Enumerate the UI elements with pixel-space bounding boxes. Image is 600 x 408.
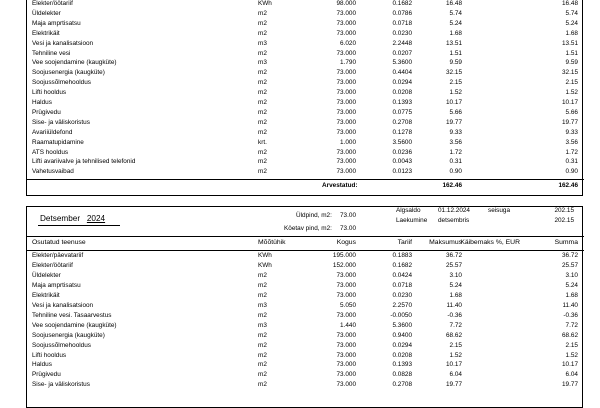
header-vat: Käibemaks %, EUR xyxy=(460,239,520,246)
row-service-name: Soojusenergia (kaugküte) xyxy=(32,331,105,339)
heated-value: 73.00 xyxy=(340,225,356,232)
row-unit: m3 xyxy=(258,59,267,67)
row-service-name: Soojussõlmehooldus xyxy=(32,79,91,87)
row-tariff: 0.0043 xyxy=(392,158,412,166)
balance-value: 202.15 xyxy=(554,207,574,214)
row-cost: 19.77 xyxy=(446,381,462,389)
table-row xyxy=(26,19,584,29)
table-row xyxy=(26,370,584,380)
row-unit: m2 xyxy=(258,381,267,389)
row-service-name: Sise- ja väliskoristus xyxy=(32,381,90,389)
row-unit: m2 xyxy=(258,271,267,279)
row-unit: m2 xyxy=(258,158,267,166)
row-service-name: Elektrikäit xyxy=(32,291,60,299)
row-total: 1.68 xyxy=(565,291,578,299)
header-sum: Maksumus xyxy=(429,239,462,246)
row-service-name: Avariiüldefond xyxy=(32,128,73,136)
row-service-name: Elekter/päevatariif xyxy=(32,252,84,259)
table-row xyxy=(26,301,584,311)
row-total: 1.68 xyxy=(565,29,578,37)
row-cost: 16.48 xyxy=(446,0,462,7)
row-quantity: 73.000 xyxy=(336,9,356,17)
row-tariff: 0.1278 xyxy=(392,128,412,136)
table-row xyxy=(26,49,584,59)
month-underline xyxy=(38,225,120,226)
row-tariff: 0.1682 xyxy=(392,261,412,269)
row-unit: m2 xyxy=(258,331,267,339)
row-quantity: 73.000 xyxy=(336,158,356,166)
row-service-name: Tehniline vesi. Tasaarvestus xyxy=(32,311,112,319)
table-row xyxy=(26,118,584,128)
table-row xyxy=(26,380,584,390)
row-quantity: 73.000 xyxy=(336,341,356,349)
row-total: 68.62 xyxy=(562,331,578,339)
table-row xyxy=(26,321,584,331)
row-cost: 32.15 xyxy=(446,69,462,77)
row-total: 3.56 xyxy=(565,138,578,146)
row-cost: 3.10 xyxy=(449,271,462,279)
row-service-name: Prügivedu xyxy=(32,108,61,116)
row-cost: 11.40 xyxy=(446,301,462,309)
row-unit: m3 xyxy=(258,321,267,329)
row-service-name: Elekter/öötariif xyxy=(32,261,73,269)
row-tariff: 0.0775 xyxy=(392,108,412,116)
row-unit: m2 xyxy=(258,168,267,176)
table-row xyxy=(26,351,584,361)
table-row xyxy=(26,360,584,370)
row-cost: 3.56 xyxy=(449,138,462,146)
area-value: 73.00 xyxy=(340,212,356,219)
row-total: 0.31 xyxy=(565,158,578,166)
row-tariff: 0.0208 xyxy=(392,89,412,97)
row-tariff: 0.0208 xyxy=(392,351,412,359)
row-tariff: 5.3600 xyxy=(392,321,412,329)
row-quantity: 73.000 xyxy=(336,108,356,116)
row-total: 11.40 xyxy=(562,301,578,309)
row-service-name: ATS hooldus xyxy=(32,148,69,156)
row-service-name: Raamatupidamine xyxy=(32,138,84,146)
row-quantity: 73.000 xyxy=(336,128,356,136)
row-service-name: Vee soojendamine (kaugküte) xyxy=(32,321,117,329)
row-cost: 7.72 xyxy=(449,321,462,329)
row-unit: m2 xyxy=(258,341,267,349)
row-unit: m2 xyxy=(258,69,267,77)
row-service-name: Lifti hooldus xyxy=(32,351,67,359)
row-total: 5.66 xyxy=(565,108,578,116)
month-label: Detsember xyxy=(40,214,81,223)
row-cost: -0.36 xyxy=(447,311,462,319)
payments-value: 202.15 xyxy=(554,217,574,224)
row-tariff: 0.1883 xyxy=(392,252,412,259)
row-total: 13.51 xyxy=(562,39,578,47)
row-total: 0.90 xyxy=(565,168,578,176)
table-row xyxy=(26,88,584,98)
row-tariff: 0.0294 xyxy=(392,341,412,349)
table-row xyxy=(26,9,584,19)
row-total: 2.15 xyxy=(565,79,578,87)
row-service-name: Soojussõlmehooldus xyxy=(32,341,91,349)
row-service-name: Üldelekter xyxy=(32,9,61,17)
table-row xyxy=(26,0,584,9)
row-service-name: Vesi ja kanalisatsioon xyxy=(32,301,94,309)
row-total: 19.77 xyxy=(562,118,578,126)
row-total: 1.52 xyxy=(565,351,578,359)
row-service-name: Soojusenergia (kaugküte) xyxy=(32,69,105,77)
table-row xyxy=(26,98,584,108)
header-name: Osutatud teenuse xyxy=(32,239,86,246)
table-row xyxy=(26,128,584,138)
row-total: 19.77 xyxy=(562,381,578,389)
row-cost: 1.72 xyxy=(449,148,462,156)
header-total: Summa xyxy=(554,239,578,246)
row-quantity: 73.000 xyxy=(336,351,356,359)
row-quantity: 73.000 xyxy=(336,89,356,97)
payments-label: Laekumine xyxy=(396,217,428,224)
row-total: 32.15 xyxy=(562,69,578,77)
row-cost: 0.31 xyxy=(449,158,462,166)
table-row xyxy=(26,58,584,68)
row-quantity: 73.000 xyxy=(336,79,356,87)
row-cost: 5.66 xyxy=(449,108,462,116)
row-quantity: 1.440 xyxy=(340,321,356,329)
row-unit: m2 xyxy=(258,361,267,369)
row-total: 3.10 xyxy=(565,271,578,279)
row-total: 6.04 xyxy=(565,371,578,379)
row-unit: KWh xyxy=(258,0,272,7)
row-tariff: 0.2708 xyxy=(392,381,412,389)
row-quantity: 73.000 xyxy=(336,29,356,37)
row-unit: KWh xyxy=(258,261,272,269)
row-service-name: Sise- ja väliskoristus xyxy=(32,118,90,126)
row-tariff: 3.5600 xyxy=(392,138,412,146)
row-service-name: Vee soojendamine (kaugküte) xyxy=(32,59,117,67)
row-cost: 5.74 xyxy=(449,9,462,17)
row-unit: m3 xyxy=(258,301,267,309)
table-header xyxy=(26,238,584,248)
row-quantity: 73.000 xyxy=(336,99,356,106)
row-cost: 1.68 xyxy=(449,291,462,299)
year-label: 2024 xyxy=(86,214,106,223)
row-cost: 1.52 xyxy=(449,351,462,359)
row-quantity: 73.000 xyxy=(336,291,356,299)
table-row xyxy=(26,157,584,167)
row-total: 1.51 xyxy=(565,49,578,57)
row-unit: m2 xyxy=(258,108,267,116)
table-row xyxy=(26,108,584,118)
invoice-sheet xyxy=(26,0,584,400)
table-row xyxy=(26,281,584,291)
row-total: 1.52 xyxy=(565,89,578,97)
top-footer-sum: 162.46 xyxy=(442,182,462,189)
table-row xyxy=(26,341,584,351)
row-cost: 5.24 xyxy=(449,281,462,289)
table-row xyxy=(26,148,584,158)
row-quantity: 98.000 xyxy=(336,0,356,7)
row-cost: 0.90 xyxy=(449,168,462,176)
row-unit: m2 xyxy=(258,79,267,87)
row-total: 9.33 xyxy=(565,128,578,136)
row-quantity: 73.000 xyxy=(336,331,356,339)
row-quantity: 73.000 xyxy=(336,381,356,389)
row-tariff: 2.2570 xyxy=(392,301,412,309)
row-cost: 9.59 xyxy=(449,59,462,67)
row-service-name: Lifti avariivalve ja tehnilised telefonid xyxy=(32,158,136,166)
table-row xyxy=(26,39,584,49)
row-cost: 1.52 xyxy=(449,89,462,97)
header-qty: Kogus xyxy=(336,239,356,246)
row-tariff: 0.1682 xyxy=(392,0,412,7)
row-service-name: Lifti hooldus xyxy=(32,89,67,97)
row-tariff: 0.0786 xyxy=(392,9,412,17)
row-cost: 68.62 xyxy=(446,331,462,339)
row-tariff: 0.2708 xyxy=(392,118,412,126)
table-row xyxy=(26,311,584,321)
row-quantity: 5.050 xyxy=(340,301,356,309)
row-total: 10.17 xyxy=(562,361,578,369)
row-tariff: 0.0424 xyxy=(392,271,412,279)
row-quantity: 152.000 xyxy=(332,261,356,269)
row-quantity: 73.000 xyxy=(336,19,356,27)
row-service-name: Elekter/öötariif xyxy=(32,0,73,7)
row-tariff: 0.0718 xyxy=(392,281,412,289)
row-total: 1.72 xyxy=(565,148,578,156)
balance-status: seisuga xyxy=(488,207,511,214)
payments-month: detsembris xyxy=(438,217,470,224)
row-tariff: 0.0230 xyxy=(392,29,412,37)
row-total: 5.24 xyxy=(565,281,578,289)
row-total: 5.74 xyxy=(565,9,578,17)
row-unit: m2 xyxy=(258,291,267,299)
row-tariff: 0.0294 xyxy=(392,79,412,87)
row-quantity: 73.000 xyxy=(336,311,356,319)
table-row xyxy=(26,251,584,261)
heated-label: Köetav pind, m2: xyxy=(284,225,332,232)
row-cost: 25.57 xyxy=(446,261,462,269)
row-total: -0.36 xyxy=(563,311,578,319)
row-unit: KWh xyxy=(258,252,272,259)
row-unit: m2 xyxy=(258,49,267,57)
row-unit: m2 xyxy=(258,128,267,136)
row-service-name: Prügivedu xyxy=(32,371,61,379)
row-cost: 2.15 xyxy=(449,341,462,349)
row-cost: 10.17 xyxy=(446,361,462,369)
table-row xyxy=(26,291,584,301)
row-tariff: 0.9400 xyxy=(392,331,412,339)
row-quantity: 73.000 xyxy=(336,148,356,156)
balance-date: 01.12.2024 xyxy=(438,207,470,214)
row-quantity: 73.000 xyxy=(336,371,356,379)
row-cost: 36.72 xyxy=(446,252,462,259)
row-quantity: 73.000 xyxy=(336,168,356,176)
row-quantity: 73.000 xyxy=(336,118,356,126)
row-quantity: 73.000 xyxy=(336,271,356,279)
row-total: 16.48 xyxy=(562,0,578,7)
row-quantity: 73.000 xyxy=(336,49,356,57)
row-total: 36.72 xyxy=(562,252,578,259)
row-cost: 2.15 xyxy=(449,79,462,87)
row-unit: m2 xyxy=(258,281,267,289)
row-total: 25.57 xyxy=(562,261,578,269)
row-total: 9.59 xyxy=(565,59,578,67)
table-row xyxy=(26,271,584,281)
row-total: 7.72 xyxy=(565,321,578,329)
row-unit: m2 xyxy=(258,118,267,126)
row-unit: m2 xyxy=(258,99,267,106)
row-tariff: 2.2448 xyxy=(392,39,412,47)
row-quantity: 6.020 xyxy=(340,39,356,47)
row-service-name: Haldus xyxy=(32,99,52,106)
row-tariff: 0.0207 xyxy=(392,49,412,57)
area-label: Üldpind, m2: xyxy=(296,212,332,219)
row-tariff: 0.0236 xyxy=(392,148,412,156)
top-footer-label: Arvestatud: xyxy=(322,182,358,189)
table-row xyxy=(26,261,584,271)
row-tariff: -0.0050 xyxy=(390,311,412,319)
row-tariff: 0.4404 xyxy=(392,69,412,77)
row-unit: m2 xyxy=(258,311,267,319)
row-total: 2.15 xyxy=(565,341,578,349)
row-total: 5.24 xyxy=(565,19,578,27)
row-service-name: Maja amprtisatsu xyxy=(32,281,81,289)
row-unit: m3 xyxy=(258,39,267,47)
header-tariff: Tariif xyxy=(397,239,412,246)
row-unit: m2 xyxy=(258,9,267,17)
row-total: 10.17 xyxy=(562,99,578,106)
table-row xyxy=(26,68,584,78)
row-cost: 9.33 xyxy=(449,128,462,136)
row-quantity: 73.000 xyxy=(336,361,356,369)
row-unit: krt. xyxy=(258,138,267,146)
row-unit: m2 xyxy=(258,29,267,37)
row-tariff: 0.1393 xyxy=(392,361,412,369)
row-quantity: 73.000 xyxy=(336,69,356,77)
table-row xyxy=(26,29,584,39)
table-row xyxy=(26,167,584,177)
row-quantity: 1.000 xyxy=(340,138,356,146)
row-cost: 6.04 xyxy=(449,371,462,379)
row-unit: m2 xyxy=(258,148,267,156)
header-unit: Mõõtühik xyxy=(258,239,286,246)
row-tariff: 0.0123 xyxy=(392,168,412,176)
row-unit: m2 xyxy=(258,351,267,359)
row-unit: m2 xyxy=(258,89,267,97)
row-tariff: 0.0718 xyxy=(392,19,412,27)
row-tariff: 0.0828 xyxy=(392,371,412,379)
row-tariff: 0.1393 xyxy=(392,99,412,106)
row-service-name: Vesi ja kanalisatsioon xyxy=(32,39,94,47)
row-quantity: 1.790 xyxy=(340,59,356,67)
row-service-name: Üldelekter xyxy=(32,271,61,279)
row-service-name: Haldus xyxy=(32,361,52,369)
row-cost: 10.17 xyxy=(446,99,462,106)
row-quantity: 73.000 xyxy=(336,281,356,289)
month-title xyxy=(40,213,105,224)
table-row xyxy=(26,331,584,341)
row-cost: 1.51 xyxy=(449,49,462,57)
row-tariff: 0.0230 xyxy=(392,291,412,299)
header-top-line xyxy=(26,236,584,237)
table-row xyxy=(26,138,584,148)
row-unit: m2 xyxy=(258,19,267,27)
row-service-name: Maja amprtisatsu xyxy=(32,19,81,27)
row-service-name: Elektrikäit xyxy=(32,29,60,37)
table-row xyxy=(26,78,584,88)
row-tariff: 5.3600 xyxy=(392,59,412,67)
balance-label: Algsaldo xyxy=(396,207,421,214)
row-service-name: Tehniline vesi xyxy=(32,49,71,57)
row-cost: 1.68 xyxy=(449,29,462,37)
row-service-name: Vahetusvaibad xyxy=(32,168,74,176)
top-table-footer-line xyxy=(26,179,584,180)
row-unit: m2 xyxy=(258,371,267,379)
row-cost: 5.24 xyxy=(449,19,462,27)
row-quantity: 195.000 xyxy=(332,252,356,259)
row-cost: 19.77 xyxy=(446,118,462,126)
top-footer-total: 162.46 xyxy=(558,182,578,189)
row-cost: 13.51 xyxy=(446,39,462,47)
